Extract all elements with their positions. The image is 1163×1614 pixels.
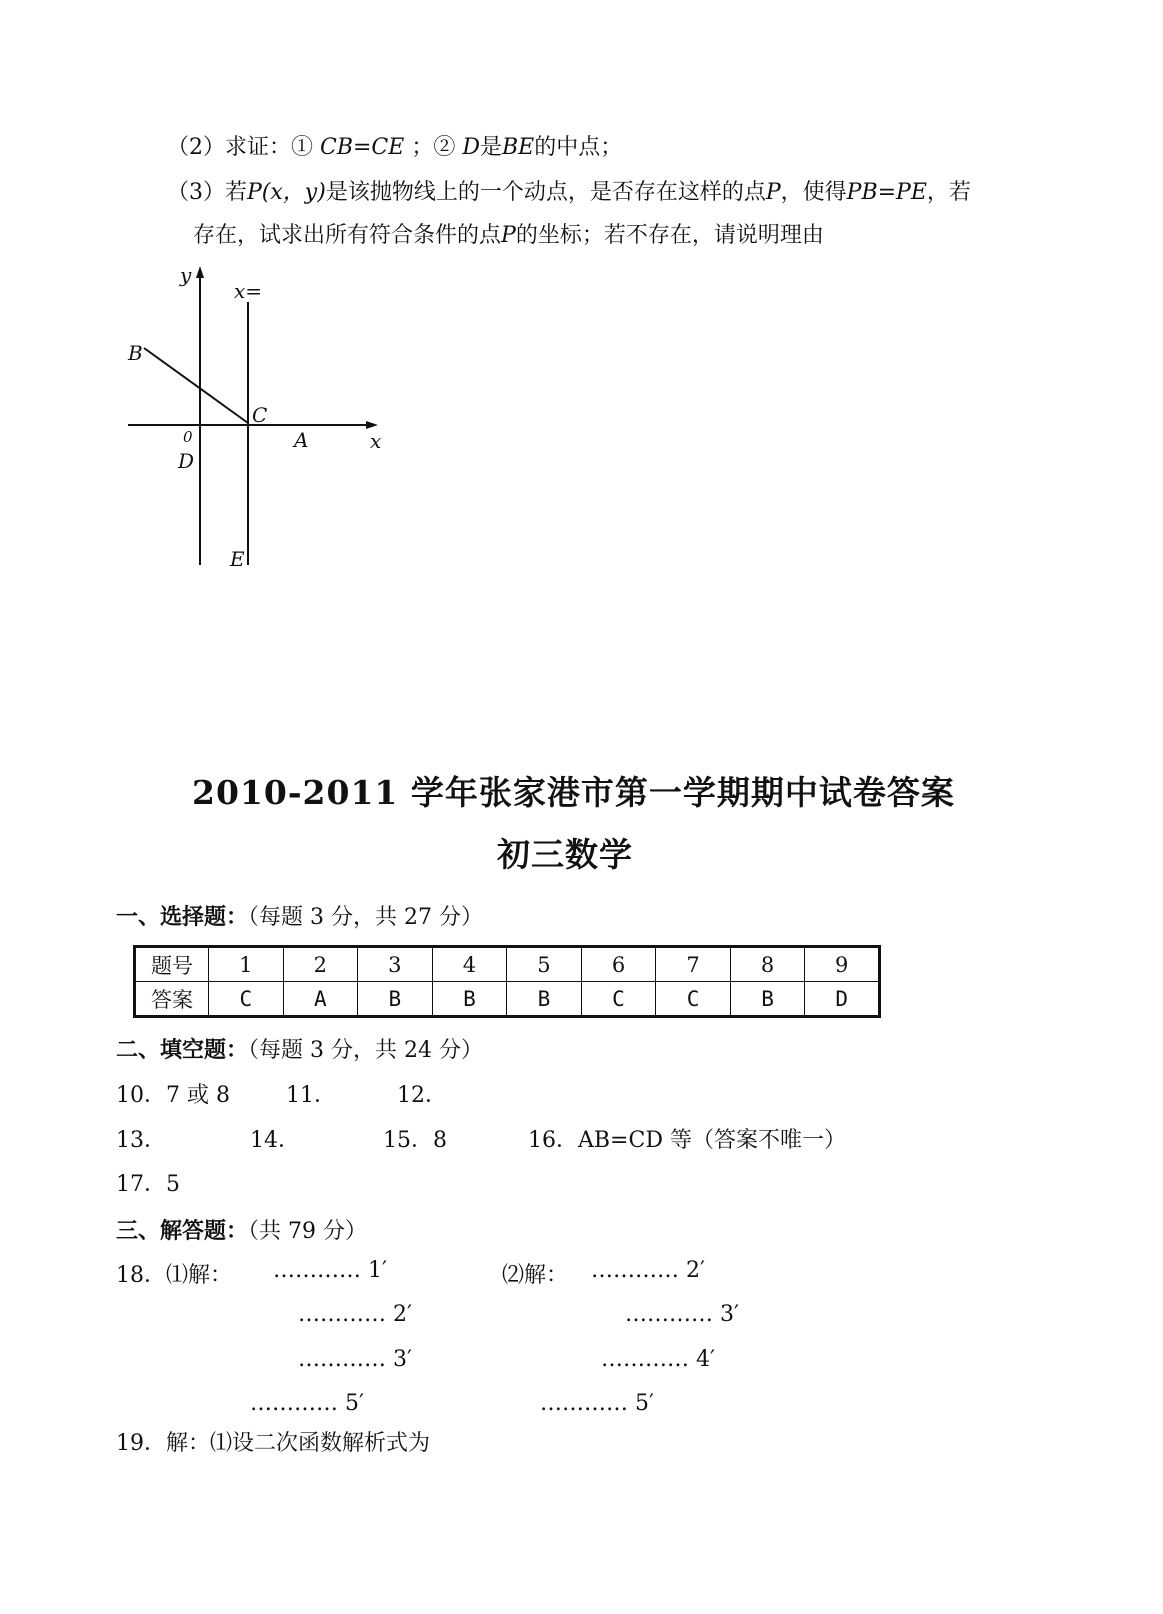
fill-q16: 16．AB=CD 等（答案不唯一） bbox=[528, 1128, 846, 1153]
label-a: A bbox=[294, 428, 309, 452]
part3-prefix: （3）若 bbox=[167, 180, 247, 205]
problem-part3-line2 bbox=[193, 218, 824, 249]
table-cell-number: 8 bbox=[730, 947, 805, 982]
part3-p: P bbox=[765, 180, 781, 205]
section1-note: （每题 3 分，共 27 分） bbox=[248, 905, 483, 930]
table-cell-answer: D bbox=[805, 982, 880, 1017]
x-axis-arrow bbox=[366, 421, 378, 429]
y-axis-arrow bbox=[196, 266, 204, 278]
section2-heading bbox=[116, 1033, 483, 1064]
table-cell-number: 1 bbox=[209, 947, 284, 982]
q18-right-mark-2: ………… 3′ bbox=[625, 1302, 739, 1327]
fill-q15: 15．8 bbox=[383, 1128, 447, 1153]
q18-right-mark-3: ………… 4′ bbox=[601, 1347, 715, 1372]
label-x-equals: x= bbox=[234, 279, 263, 303]
row-label-number: 题号 bbox=[135, 947, 209, 982]
part3-line2-b: 的坐标；若不存在，请说明理由 bbox=[515, 223, 824, 248]
label-d: D bbox=[178, 449, 195, 473]
answer-table bbox=[133, 945, 881, 1018]
section1-heading bbox=[116, 900, 483, 931]
part2-sep: ；② bbox=[411, 135, 456, 160]
part2-suffix: 的中点； bbox=[534, 135, 623, 160]
part3-end: ，若 bbox=[926, 180, 971, 205]
label-x: x bbox=[370, 429, 382, 453]
label-y: y bbox=[180, 263, 192, 287]
label-b: B bbox=[128, 341, 143, 365]
table-row bbox=[135, 947, 880, 982]
table-row bbox=[135, 982, 880, 1017]
coordinate-figure bbox=[120, 260, 400, 580]
fill-q12: 12． bbox=[397, 1083, 447, 1108]
problem-part2 bbox=[167, 130, 622, 161]
part3-mid2: ，使得 bbox=[780, 180, 847, 205]
table-cell-answer: B bbox=[358, 982, 433, 1017]
fill-q10: 10．7 或 8 bbox=[116, 1083, 230, 1108]
table-cell-answer: C bbox=[209, 982, 284, 1017]
section3-heading bbox=[116, 1214, 367, 1245]
fill-q11: 11． bbox=[286, 1083, 336, 1108]
label-e: E bbox=[230, 547, 245, 571]
section2-note: （每题 3 分，共 24 分） bbox=[248, 1038, 483, 1063]
part2-is: 是 bbox=[479, 135, 502, 160]
table-cell-number: 3 bbox=[358, 947, 433, 982]
part2-prefix: （2）求证：① bbox=[167, 135, 313, 160]
fill-q13: 13． bbox=[116, 1128, 166, 1153]
part3-mid: 是该抛物线上的一个动点，是否存在这样的点 bbox=[325, 180, 766, 205]
answer-subtitle: 初三数学 bbox=[497, 835, 633, 874]
row-label-answer: 答案 bbox=[135, 982, 209, 1017]
table-cell-answer: B bbox=[432, 982, 507, 1017]
label-c: C bbox=[252, 403, 268, 427]
part3-line2-a: 存在，试求出所有符合条件的点 bbox=[193, 223, 502, 248]
q18-left-mark-2: ………… 2′ bbox=[298, 1302, 412, 1327]
answer-title: 2010-2011 学年张家港市第一学期期中试卷答案 bbox=[192, 773, 955, 812]
section2-title: 二、填空题： bbox=[116, 1038, 249, 1063]
table-cell-number: 9 bbox=[805, 947, 880, 982]
q18-right-mark-4: ………… 5′ bbox=[540, 1391, 654, 1416]
table-cell-answer: A bbox=[283, 982, 358, 1017]
table-cell-answer: B bbox=[507, 982, 582, 1017]
fill-q14: 14． bbox=[250, 1128, 300, 1153]
table-cell-number: 4 bbox=[432, 947, 507, 982]
q18-left-mark-1: ………… 1′ bbox=[273, 1258, 387, 1283]
table-cell-number: 6 bbox=[581, 947, 656, 982]
table-cell-number: 5 bbox=[507, 947, 582, 982]
part2-cb-ce: CB=CE bbox=[320, 135, 405, 160]
part3-line2-p: P bbox=[501, 223, 516, 248]
part2-be: BE bbox=[502, 135, 535, 160]
label-o: 0 bbox=[183, 428, 193, 446]
q18-left-mark-3: ………… 3′ bbox=[298, 1347, 412, 1372]
segment-bc bbox=[144, 348, 248, 423]
table-cell-answer: C bbox=[656, 982, 731, 1017]
fill-q17: 17．5 bbox=[116, 1172, 180, 1197]
section3-title: 三、解答题： bbox=[116, 1219, 249, 1244]
q19-text: 19．解：⑴设二次函数解析式为 bbox=[116, 1431, 430, 1456]
table-cell-answer: C bbox=[581, 982, 656, 1017]
part2-d: D bbox=[462, 135, 480, 160]
part3-point: P(x，y) bbox=[247, 180, 326, 205]
q18-left-mark-4: ………… 5′ bbox=[250, 1391, 364, 1416]
part3-pbpe: PB=PE bbox=[846, 180, 927, 205]
table-cell-number: 2 bbox=[283, 947, 358, 982]
section3-note: （共 79 分） bbox=[248, 1219, 367, 1244]
table-cell-answer: B bbox=[730, 982, 805, 1017]
q18-label: 18．⑴解： bbox=[116, 1263, 232, 1288]
q18-right-mark-1: ………… 2′ bbox=[591, 1258, 705, 1283]
q18-label2: ⑵解： bbox=[502, 1263, 569, 1288]
table-cell-number: 7 bbox=[656, 947, 731, 982]
problem-part3-line1 bbox=[167, 175, 971, 206]
section1-title: 一、选择题： bbox=[116, 905, 249, 930]
